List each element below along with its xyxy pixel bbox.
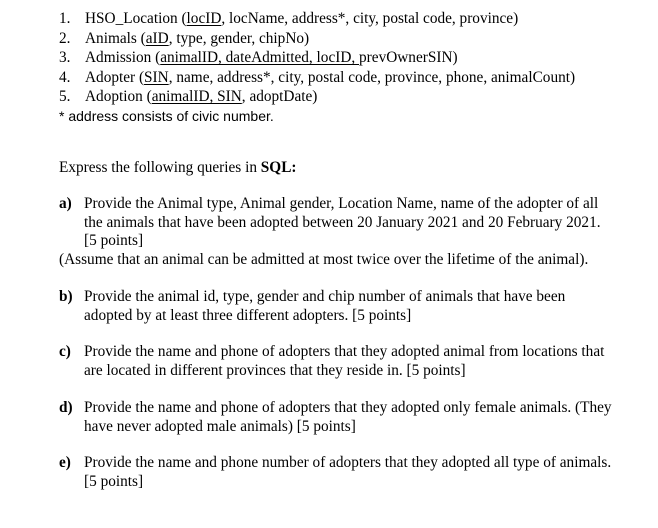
question-line: Provide the Animal type, Animal gender, Location Name, name of the adopter of all [84, 195, 599, 212]
question-line: [5 points] [84, 232, 144, 249]
schema-attributes: , adoptDate) [241, 88, 318, 105]
question-e [59, 454, 649, 491]
schema-item-number: 5. [59, 88, 71, 105]
instructions [59, 158, 297, 178]
question-line: the animals that have been adopted between 20 January 2021 and 20 February 2021. [84, 213, 601, 231]
schema-list [59, 9, 575, 126]
schema-item-number: 3. [59, 49, 71, 66]
question-line: are located in different provinces that they reside in. [5 points] [84, 361, 466, 379]
question-letter: c) [59, 343, 71, 360]
instructions-text: Express the following queries in [59, 159, 261, 176]
schema-attributes: , locName, address*, city, postal code, province) [221, 10, 519, 27]
question-line: adopted by at least three different adopters. [5 points] [84, 306, 412, 324]
schema-item-adoption [59, 87, 575, 107]
question-a [59, 195, 649, 269]
schema-attributes: prevOwnerSIN) [359, 49, 458, 66]
question-line: Provide the name and phone of adopters that they adopted animal from locations that [84, 343, 605, 360]
schema-table-name: HSO_Location ( [85, 10, 187, 27]
question-line: Provide the animal id, type, gender and chip number of animals that have been [84, 288, 566, 305]
question-letter: a) [59, 195, 72, 212]
question-d [59, 399, 649, 436]
schema-item-animals [59, 29, 575, 49]
question-line: have never adopted male animals) [5 points] [84, 417, 356, 435]
schema-item-hso-location [59, 9, 575, 29]
question-line: Provide the name and phone number of adopters that they adopted all type of animals. [84, 454, 612, 471]
schema-item-number: 1. [59, 10, 71, 27]
schema-item-number: 2. [59, 29, 71, 47]
schema-table-name: Admission ( [85, 49, 161, 66]
question-letter: e) [59, 454, 71, 471]
schema-primary-key: SIN [144, 68, 169, 86]
schema-attributes: , name, address*, city, postal code, province, phone, animalCount) [168, 68, 576, 86]
schema-table-name: Adopter ( [85, 68, 145, 86]
question-line: Provide the name and phone of adopters that they adopted only female animals. (They [84, 399, 612, 416]
schema-table-name: Adoption ( [85, 88, 152, 105]
schema-table-name: Animals ( [85, 29, 146, 47]
question-line: [5 points] [84, 472, 144, 490]
assumption-note: (Assume that an animal can be admitted at most twice over the lifetime of the animal). [59, 250, 589, 268]
schema-item-number: 4. [59, 68, 71, 86]
address-footnote: * address consists of civic number. [59, 107, 274, 124]
schema-primary-key: animalID, SIN [151, 88, 242, 105]
question-b [59, 288, 649, 325]
schema-item-adopter [59, 68, 575, 88]
question-letter: d) [59, 399, 73, 416]
question-letter: b) [59, 288, 73, 305]
schema-primary-key: aID [145, 29, 169, 47]
schema-primary-key: locID [186, 10, 222, 27]
schema-item-admission [59, 48, 575, 68]
question-c [59, 343, 649, 380]
schema-attributes: , type, gender, chipNo) [168, 29, 310, 47]
instructions-bold: SQL: [260, 159, 297, 176]
schema-primary-key: animalID, dateAdmitted, locID, [160, 49, 360, 66]
